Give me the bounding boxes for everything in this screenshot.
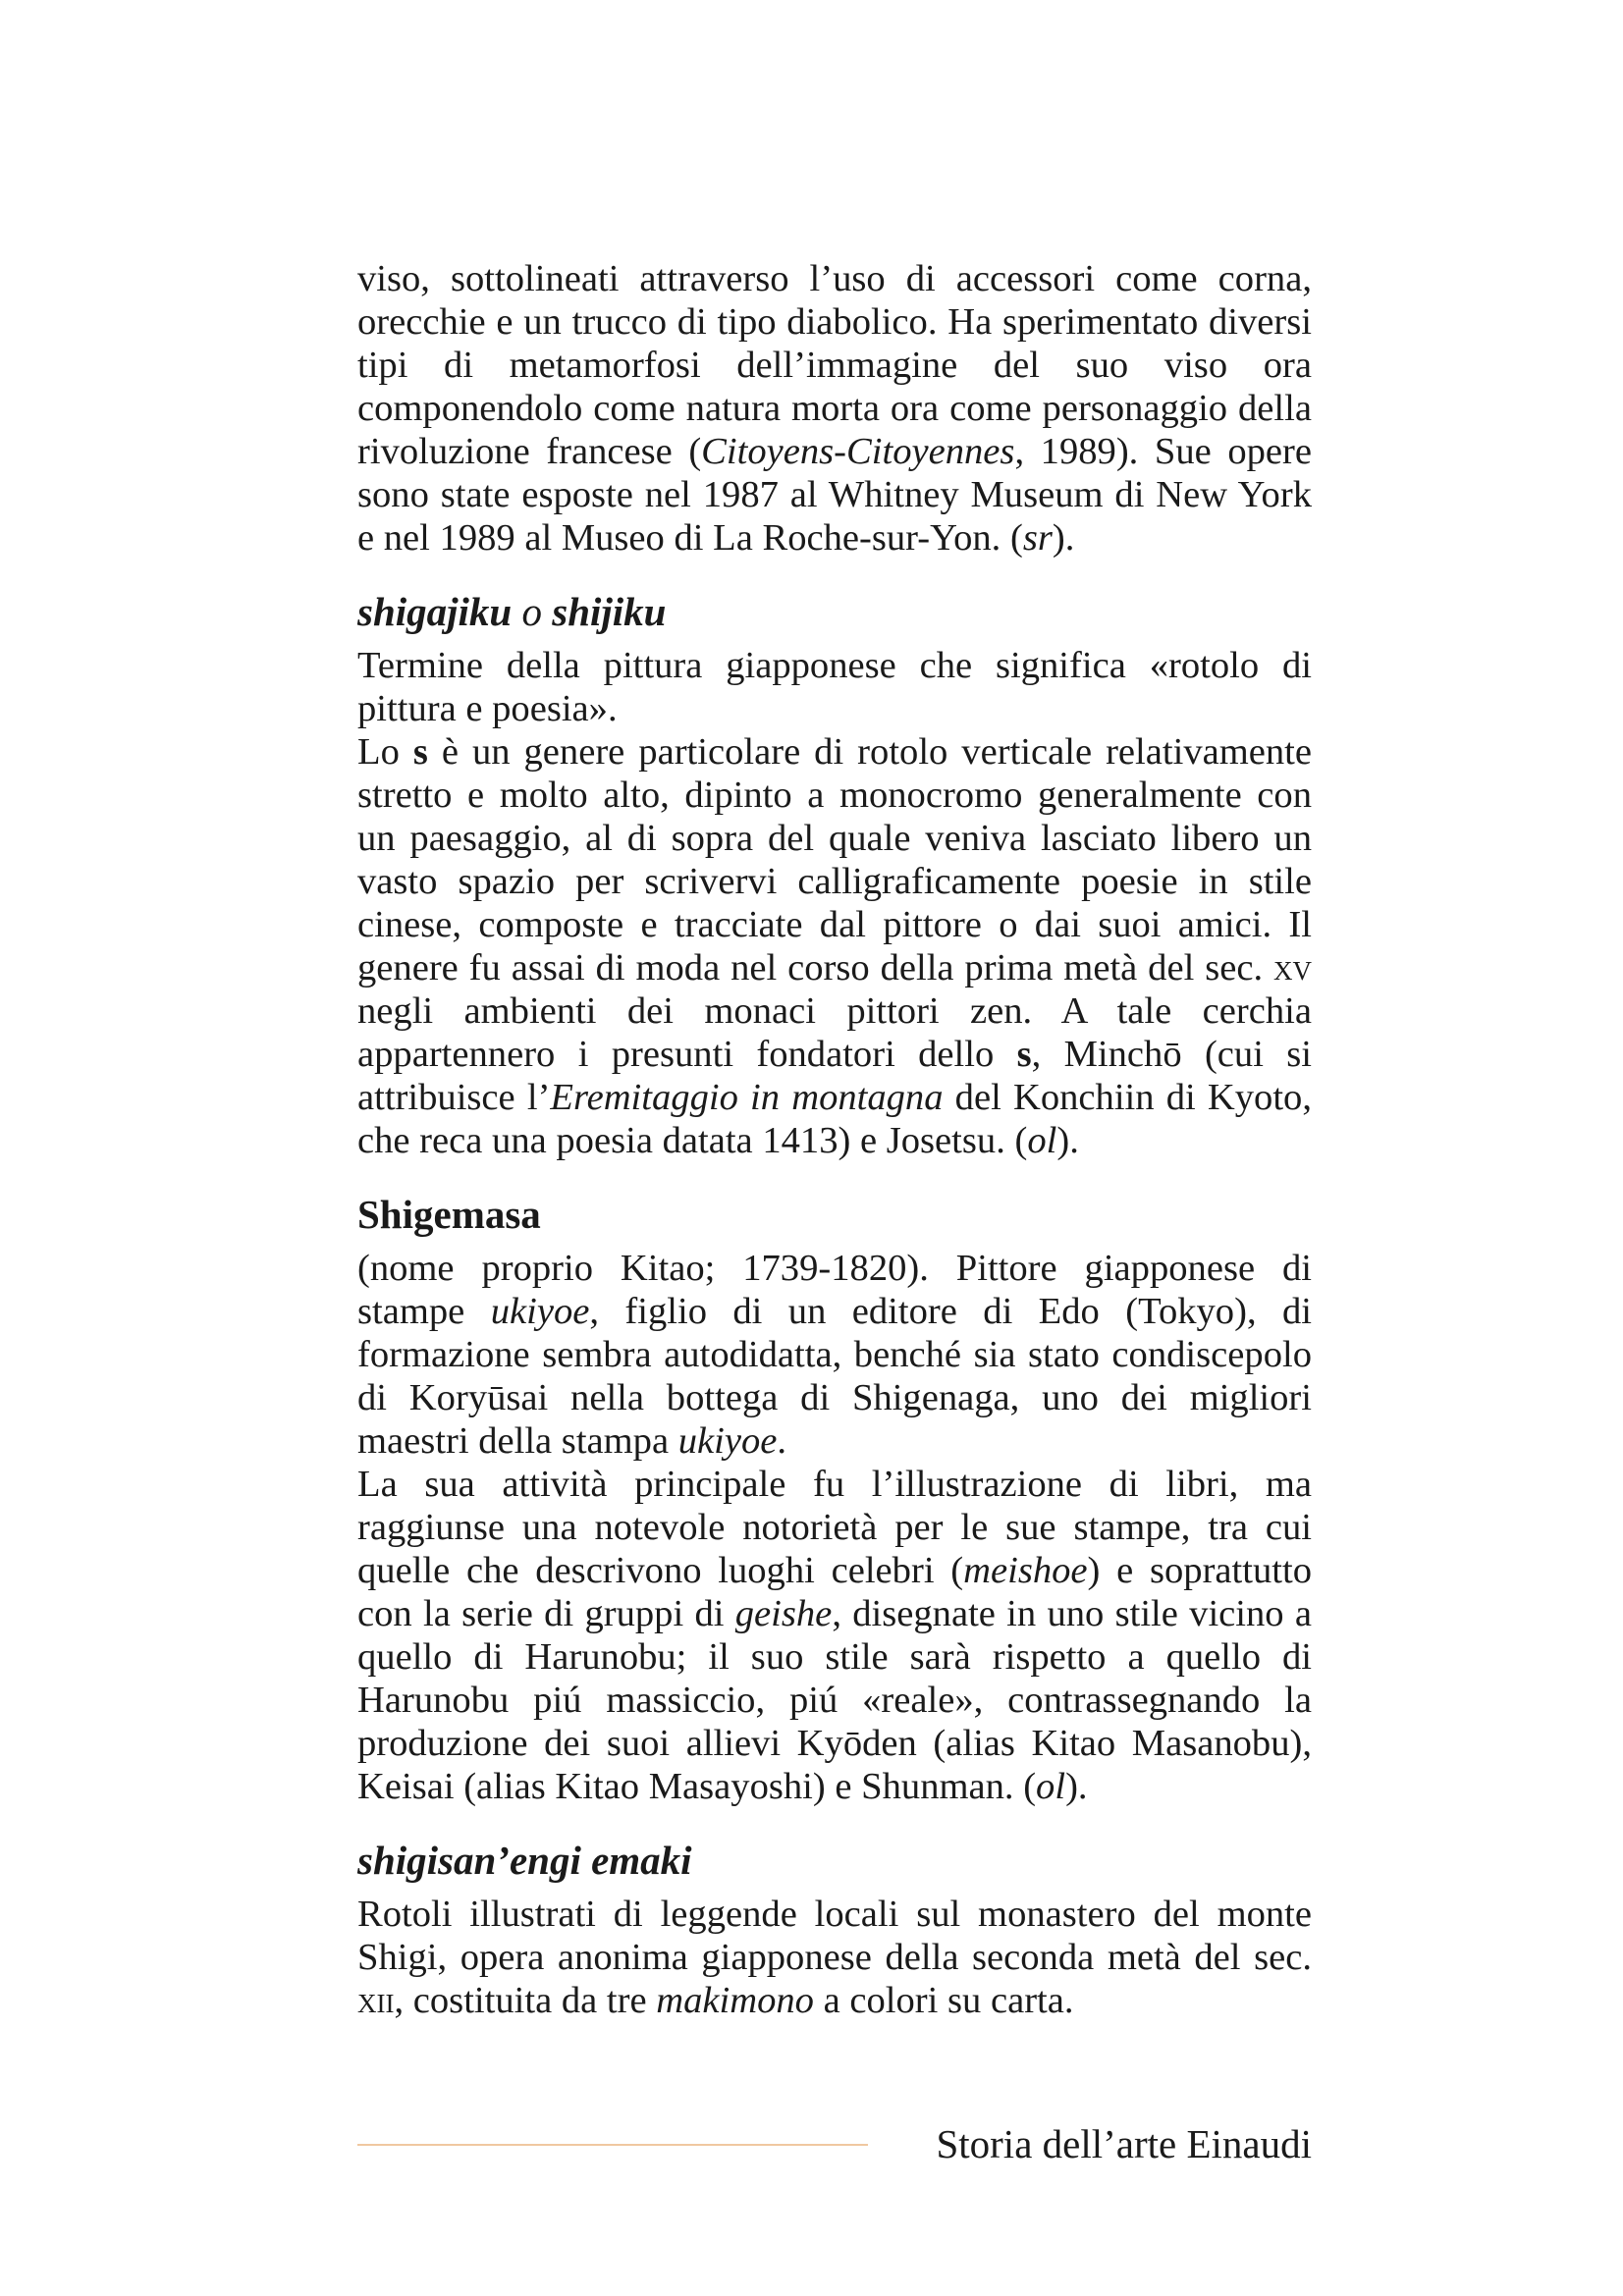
- text-run: ) e soprattutto con la serie di gruppi di: [357, 1550, 1312, 1634]
- author-signature: ol: [1036, 1766, 1066, 1807]
- intro-paragraph: [357, 257, 1312, 560]
- text-run: viso, sottolineati attraverso l’uso di accessori come corna, orecchie e un trucco di tipo diabolico. Ha sperimentato diversi tipi di metamorfosi dell’immagine del suo viso ora componendolo come natura morta ora come personaggio della rivoluzione francese (: [357, 258, 1312, 472]
- entry-paragraph: Termine della pittura giapponese che significa «rotolo di pittura e poesia».: [357, 645, 1312, 729]
- text-run: , Minchō (cui si attribuisce l’: [357, 1034, 1313, 1118]
- author-signature: sr: [1022, 517, 1053, 559]
- page-footer: [357, 2116, 1312, 2171]
- text-run: (nome proprio Kitao; 1739-1820). Pittore giapponese di stampe: [357, 1248, 1312, 1332]
- term-italic: geishe: [734, 1593, 833, 1634]
- term-italic: ukiyoe: [677, 1420, 778, 1462]
- entry-heading-shigemasa: Shigemasa: [357, 1192, 541, 1237]
- entry-heading-shigisan: shigisan’engi emaki: [357, 1838, 692, 1883]
- author-signature: ol: [1027, 1120, 1057, 1161]
- text-run: a colori su carta.: [813, 1980, 1074, 2021]
- term-italic: makimono: [656, 1980, 814, 2021]
- footer-rule: [357, 2144, 868, 2146]
- text-run: La sua attività principale fu l’illustrazione di libri, ma raggiunse una notevole notorietà per le sue stampe, tra cui quelle che descrivono luoghi celebri (: [357, 1464, 1312, 1591]
- heading-term: shijiku: [552, 589, 667, 634]
- text-run: Lo: [357, 731, 413, 773]
- text-run: ).: [1052, 517, 1075, 559]
- text-run: , disegnate in uno stile vicino a quello di Harunobu; il suo stile sarà rispetto a quello di Harunobu piú massiccio, piú «reale», contrassegnando la produzione dei suoi allievi Kyōden (alias Kitao Masanobu), Keisai (alias Kitao Masayoshi) e Shunman. (: [357, 1593, 1312, 1807]
- text-run: del Konchiin di Kyoto, che reca una poesia datata 1413) e Josetsu. (: [357, 1077, 1312, 1161]
- text-run: , costituita da tre: [394, 1980, 657, 2021]
- text-run: ).: [1056, 1120, 1079, 1161]
- term-italic: meishoe: [963, 1550, 1088, 1591]
- text-run: , figlio di un editore di Edo (Tokyo), di formazione sembra autodidatta, benché sia stato condiscepolo di Koryūsai nella bottega di Shigenaga, uno dei migliori maestri della stampa: [357, 1291, 1312, 1462]
- text-run: Rotoli illustrati di leggende locali sul monastero del monte Shigi, opera anonima giapponese della seconda metà del sec.: [357, 1894, 1312, 1978]
- century-numeral: xii: [357, 1980, 395, 2021]
- heading-term: shigajiku: [357, 589, 513, 634]
- term-italic: ukiyoe: [490, 1291, 590, 1332]
- entry-paragraph: [357, 1893, 1312, 2022]
- footer-publication-label: Storia dell’arte Einaudi: [936, 2121, 1312, 2166]
- text-run: negli ambienti dei monaci pittori zen. A tale cerchia appartennero i presunti fondatori dello: [357, 990, 1312, 1075]
- text-column: [357, 257, 1312, 2022]
- text-run: , 1989). Sue opere sono state esposte nel 1987 al Whitney Museum di New York e nel 1989 al Museo di La Roche-sur-Yon. (: [357, 431, 1312, 559]
- century-numeral: xv: [1273, 947, 1312, 988]
- text-run: ).: [1065, 1766, 1088, 1807]
- entry-heading-shigajiku: [357, 589, 1312, 634]
- text-run: .: [777, 1420, 787, 1462]
- work-title: Eremitaggio in montagna: [550, 1077, 944, 1118]
- abbrev-term: s: [1016, 1034, 1032, 1075]
- entry-paragraph: [357, 1247, 1312, 1463]
- work-title: Citoyens-Citoyennes: [701, 431, 1015, 472]
- entry-paragraph: [357, 1463, 1312, 1808]
- abbrev-term: s: [412, 731, 428, 773]
- entry-paragraph: [357, 730, 1312, 1162]
- text-run: è un genere particolare di rotolo verticale relativamente stretto e molto alto, dipinto a monocromo generalmente con un paesaggio, al di sopra del quale veniva lasciato libero un vasto spazio per scrivervi calligraficamente poesie in stile cinese, composte e tracciate dal pittore o dai suoi amici. Il genere fu assai di moda nel corso della prima metà del sec.: [357, 731, 1312, 988]
- heading-conjunction: o: [512, 589, 553, 634]
